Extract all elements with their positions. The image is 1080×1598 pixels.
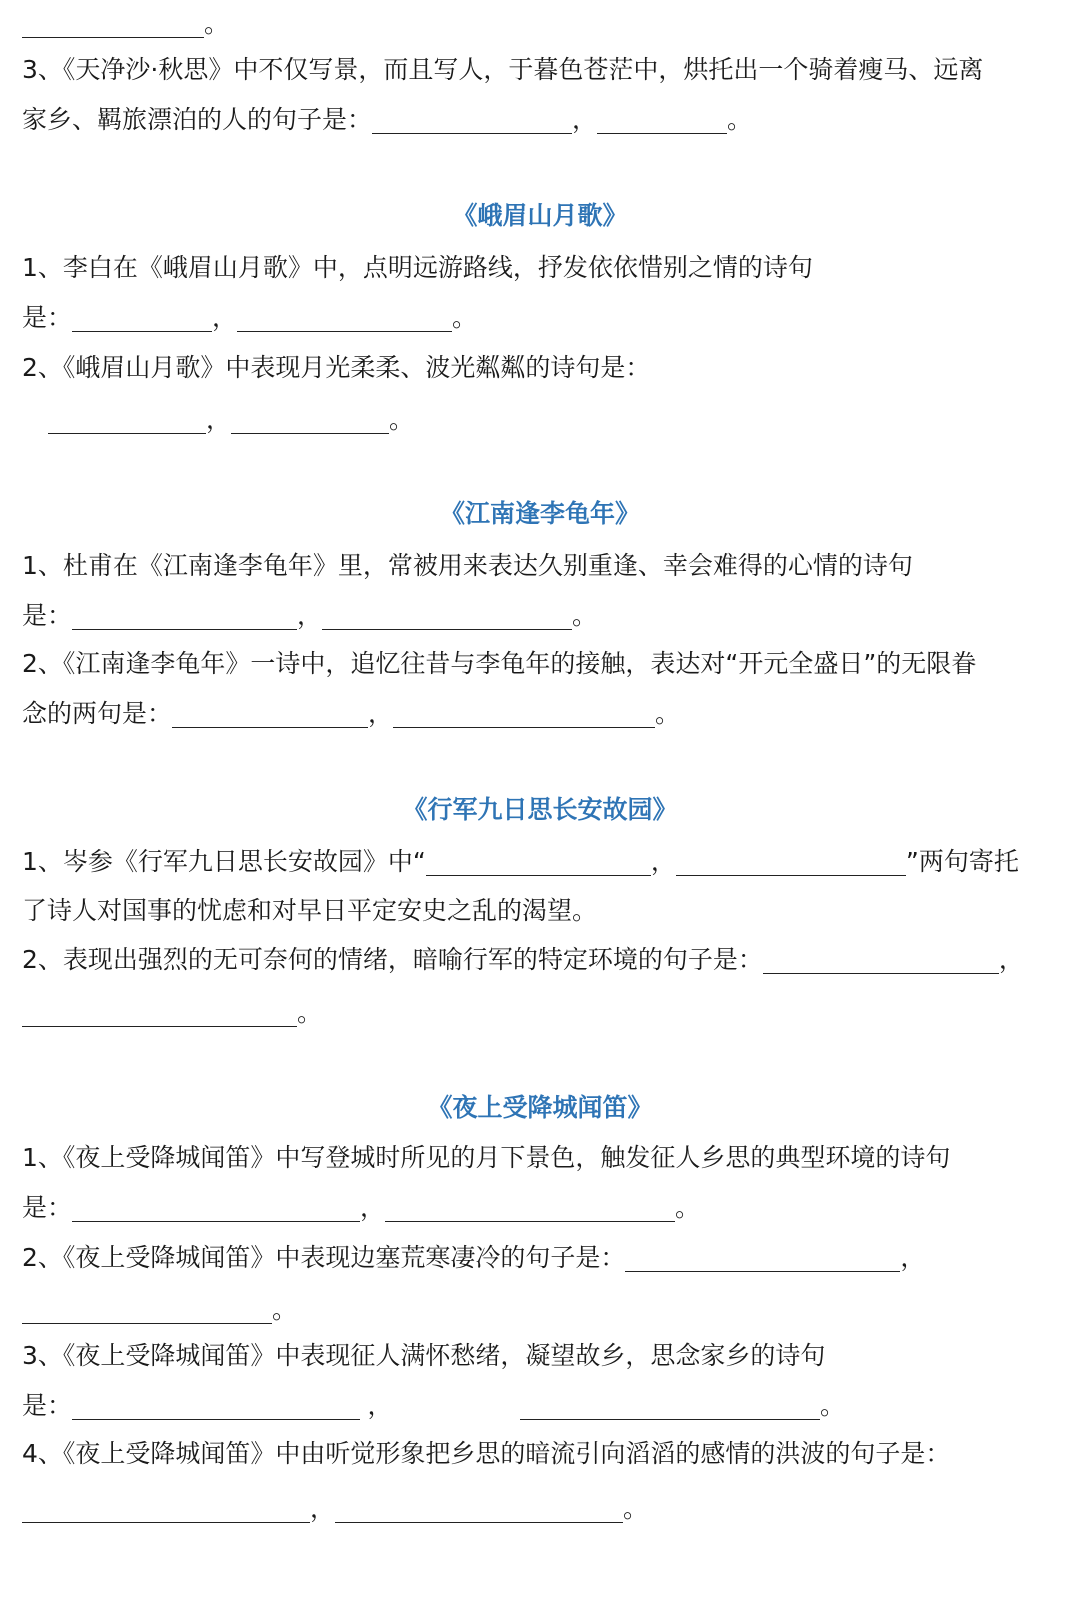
question-text: 1、李白在《峨眉山月歌》中，点明远游路线，抒发依依惜别之情的诗句	[22, 253, 813, 282]
answer-line: 是： ， 。	[22, 1391, 846, 1420]
question-text-line2: 家乡、羁旅漂泊的人的句子是： ， 。	[22, 105, 753, 134]
answer-line: 。	[22, 997, 322, 1029]
answer-line: 是： ， 。	[22, 303, 478, 332]
answer-line: 是： ， 。	[22, 1193, 701, 1222]
answer-blank[interactable]	[172, 703, 368, 728]
top-fragment-line: 。	[22, 8, 229, 40]
question-text: 1、杜甫在《江南逢李龟年》里，常被用来表达久别重逢、幸会难得的心情的诗句	[22, 551, 913, 580]
answer-blank[interactable]	[237, 307, 452, 332]
question-text: 1、岑参《行军九日思长安故园》中“ ， ”两句寄托	[22, 847, 1019, 876]
answer-blank[interactable]	[322, 605, 572, 630]
section-title: 《江南逢李龟年》	[439, 499, 640, 528]
answer-blank[interactable]	[72, 307, 212, 332]
answer-blank[interactable]	[335, 1498, 623, 1523]
answer-blank[interactable]	[22, 1002, 297, 1027]
section-title: 《峨眉山月歌》	[452, 201, 628, 230]
answer-blank[interactable]	[231, 409, 389, 434]
answer-blank[interactable]	[385, 1197, 675, 1222]
answer-blank[interactable]	[48, 409, 206, 434]
answer-blank[interactable]	[597, 109, 727, 134]
question-text: 2、《江南逢李龟年》一诗中，追忆往昔与李龟年的接触，表达对“开元全盛日”的无限眷	[22, 649, 977, 678]
answer-blank[interactable]	[72, 1395, 360, 1420]
answer-line: ， 。	[48, 404, 414, 436]
question-text-line2: 念的两句是： ， 。	[22, 699, 681, 728]
answer-blank[interactable]	[22, 1299, 272, 1324]
question-text-line2: 了诗人对国事的忧虑和对早日平定安史之乱的渴望。	[22, 896, 598, 925]
answer-blank[interactable]	[763, 949, 999, 974]
section-title: 《夜上受降城闻笛》	[427, 1093, 653, 1122]
answer-blank[interactable]	[426, 851, 651, 876]
answer-blank[interactable]	[393, 703, 655, 728]
answer-blank[interactable]	[520, 1395, 820, 1420]
answer-blank[interactable]	[676, 851, 906, 876]
answer-blank[interactable]	[72, 605, 297, 630]
answer-blank[interactable]	[372, 109, 572, 134]
question-text: 2、《夜上受降城闻笛》中表现边塞荒寒凄冷的句子是： ，	[22, 1243, 926, 1272]
section-title: 《行军九日思长安故园》	[402, 795, 678, 824]
answer-line: ， 。	[22, 1493, 648, 1525]
answer-line: 是： ， 。	[22, 601, 598, 630]
answer-blank[interactable]	[72, 1197, 360, 1222]
question-text: 2、表现出强烈的无可奈何的情绪，暗喻行军的特定环境的句子是： ，	[22, 945, 1024, 974]
answer-line: 。	[22, 1294, 297, 1326]
answer-blank[interactable]	[22, 1498, 310, 1523]
answer-blank[interactable]	[22, 13, 204, 38]
question-text: 2、《峨眉山月歌》中表现月光柔柔、波光粼粼的诗句是：	[22, 353, 651, 382]
question-text: 3、《夜上受降城闻笛》中表现征人满怀愁绪，凝望故乡，思念家乡的诗句	[22, 1341, 826, 1370]
question-text: 3、《天净沙·秋思》中不仅写景，而且写人，于暮色苍茫中，烘托出一个骑着瘦马、远离	[22, 55, 984, 84]
question-text: 1、《夜上受降城闻笛》中写登城时所见的月下景色，触发征人乡思的典型环境的诗句	[22, 1143, 951, 1172]
question-text: 4、《夜上受降城闻笛》中由听觉形象把乡思的暗流引向滔滔的感情的洪波的句子是：	[22, 1439, 951, 1468]
answer-blank[interactable]	[625, 1247, 900, 1272]
